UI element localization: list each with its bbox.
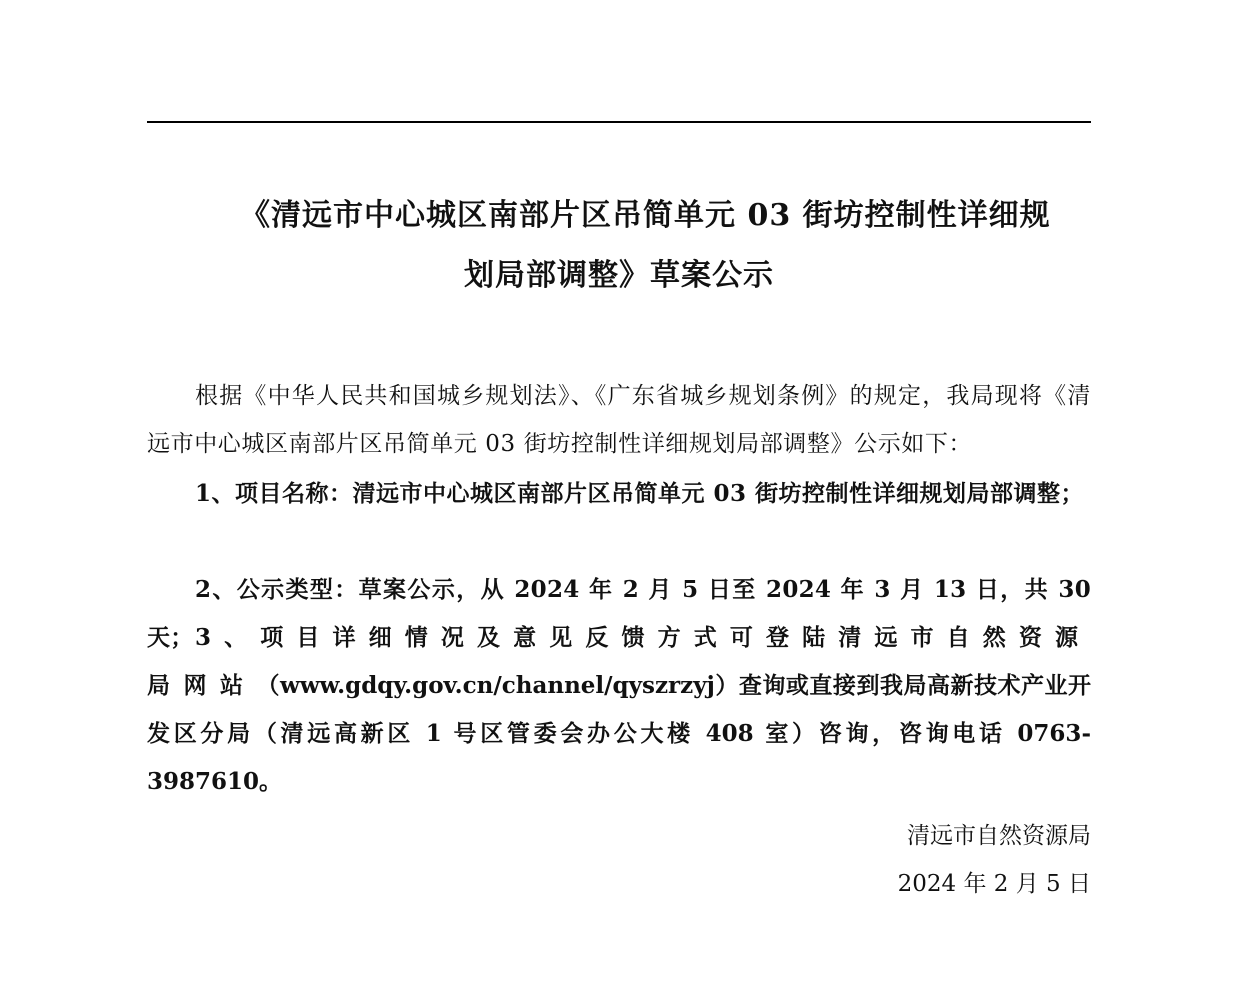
title-line-1: 《清远市中心城区南部片区吊简单元 03 街坊控制性详细规 <box>240 198 1051 233</box>
signature-date: 2024 年 2 月 5 日 <box>897 871 1091 897</box>
item-project-name: 1、项目名称：清远市中心城区南部片区吊简单元 03 街坊控制性详细规划局部调整； <box>195 480 1085 507</box>
item-notice-type: 2、公示类型：草案公示，从 2024 年 2 月 5 日至 2024 年 3 月 13 日，共 30 天； <box>147 576 1091 651</box>
intro-paragraph: 根据《中华人民共和国城乡规划法》、《广东省城乡规划条例》的规定，我局现将《清远市中心城区南部片区吊简单元 03 街坊控制性详细规划局部调整》公示如下： <box>147 383 1091 457</box>
header-rule <box>147 121 1091 123</box>
signature-block <box>898 812 1091 908</box>
item-details-feedback-part2: （www.gdqy.gov.cn/channel/qyszrzyj）查询或直接到我局高新技术产业开发区分局（清远高新区 1 号区管委会办公大楼 408 室）咨询，咨询电话 0763-3987610。 <box>147 672 1092 795</box>
item-details-feedback <box>147 614 1091 806</box>
title-line-2: 划局部调整》草案公示 <box>464 258 774 293</box>
signature-organization: 清远市自然资源局 <box>907 823 1091 849</box>
item-details-feedback-part1: 3、项目详细情况及意见反馈方式可登陆清远市自然资源局网站 <box>147 624 1091 699</box>
document-title <box>147 186 1091 306</box>
